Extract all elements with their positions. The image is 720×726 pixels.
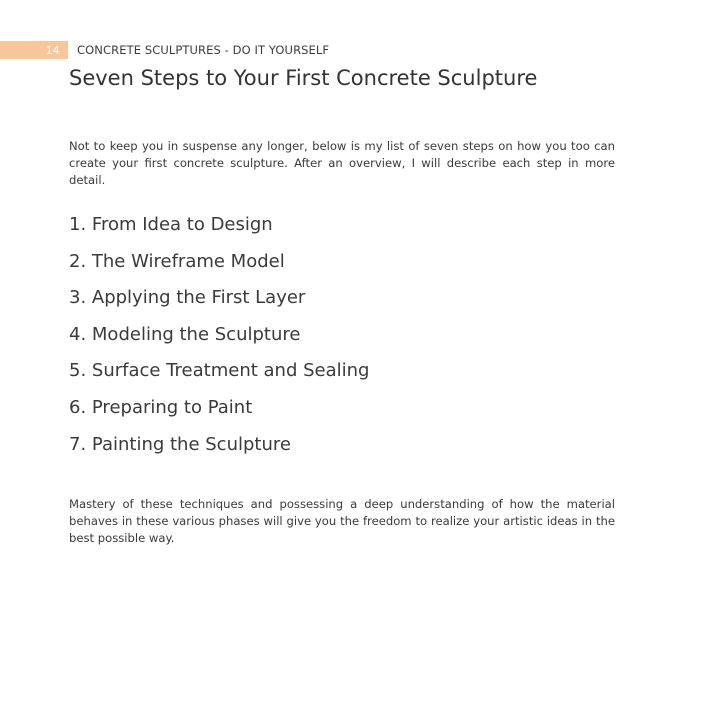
running-header-title: CONCRETE SCULPTURES - DO IT YOURSELF <box>77 43 330 57</box>
page-number: 14 <box>45 43 60 57</box>
steps-list <box>69 207 369 463</box>
step-item: 2. The Wireframe Model <box>69 250 285 272</box>
step-item: 1. From Idea to Design <box>69 214 273 235</box>
page-number-tab <box>0 41 68 59</box>
step-item: 7. Painting the Sculpture <box>69 433 291 455</box>
step-item: 5. Surface Treatment and Sealing <box>69 360 370 382</box>
step-item: 3. Applying the First Layer <box>69 287 306 309</box>
intro-paragraph: Not to keep you in suspense any longer, below is my list of seven steps on how you too can create your first concrete sculpture. After an overview, I will describe each step in more detail. <box>69 139 615 187</box>
closing-paragraph: Mastery of these techniques and possessing a deep understanding of how the material behaves in these various phases will give you the freedom to realize your artistic ideas in the best possible way. <box>69 497 615 545</box>
step-item: 4. Modeling the Sculpture <box>69 323 301 345</box>
step-item: 6. Preparing to Paint <box>69 396 253 418</box>
running-header-bar <box>0 41 329 59</box>
page-title: Seven Steps to Your First Concrete Sculpture <box>69 66 538 90</box>
